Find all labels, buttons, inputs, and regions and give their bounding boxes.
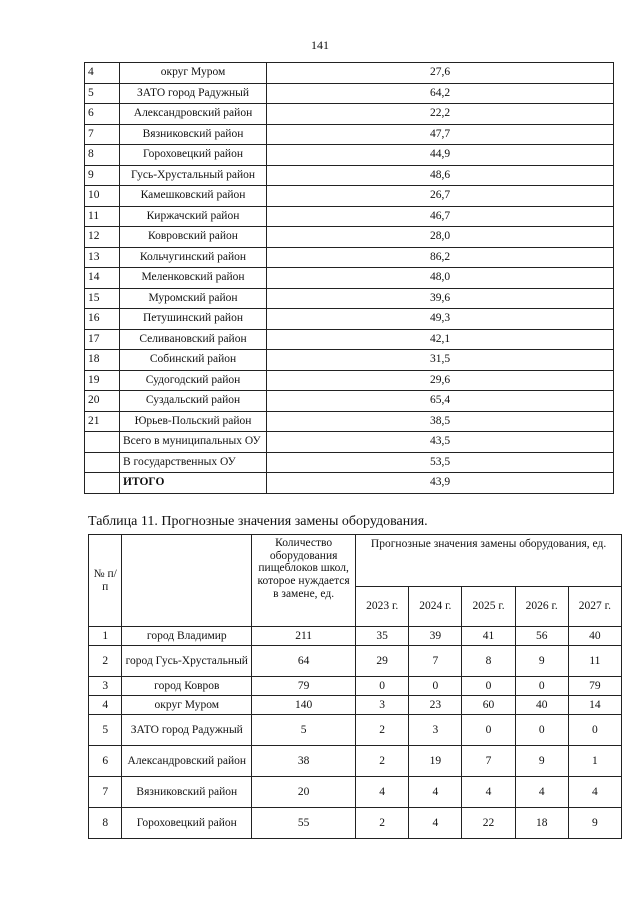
row-value: 48,6: [267, 165, 614, 186]
table-row: [85, 206, 614, 227]
table-header-row: [89, 535, 622, 587]
row-name: Вязниковский район: [122, 777, 252, 808]
row-year-value: 18: [515, 808, 568, 839]
row-year-value: 0: [568, 715, 621, 746]
row-value: 48,0: [267, 268, 614, 289]
row-value: 65,4: [267, 391, 614, 412]
row-value: 28,0: [267, 227, 614, 248]
header-year: 2024 г.: [409, 587, 462, 627]
row-year-value: 4: [462, 777, 515, 808]
table-row: [85, 124, 614, 145]
table-row: [85, 411, 614, 432]
summary-name: Всего в муниципальных ОУ: [120, 432, 267, 453]
row-number: 4: [89, 696, 122, 715]
row-name: Александровский район: [120, 104, 267, 125]
row-year-value: 2: [356, 808, 409, 839]
row-number: 9: [85, 165, 120, 186]
row-value: 29,6: [267, 370, 614, 391]
row-number: 6: [85, 104, 120, 125]
table-row: [85, 309, 614, 330]
row-name: Гороховецкий район: [120, 145, 267, 166]
row-quantity: 55: [252, 808, 356, 839]
header-year: 2027 г.: [568, 587, 621, 627]
row-value: 42,1: [267, 329, 614, 350]
row-year-value: 0: [462, 677, 515, 696]
row-value: 64,2: [267, 83, 614, 104]
row-name: Петушинский район: [120, 309, 267, 330]
header-year: 2026 г.: [515, 587, 568, 627]
row-name: город Гусь-Хрустальный: [122, 646, 252, 677]
row-name: Кольчугинский район: [120, 247, 267, 268]
row-name: ЗАТО город Радужный: [122, 715, 252, 746]
row-number: 10: [85, 186, 120, 207]
row-number: 5: [85, 83, 120, 104]
row-year-value: 39: [409, 627, 462, 646]
row-number: 17: [85, 329, 120, 350]
row-year-value: 14: [568, 696, 621, 715]
row-year-value: 4: [515, 777, 568, 808]
row-number: 7: [85, 124, 120, 145]
row-year-value: 1: [568, 746, 621, 777]
row-quantity: 79: [252, 677, 356, 696]
summary-row: [85, 473, 614, 494]
row-name: Суздальский район: [120, 391, 267, 412]
row-year-value: 19: [409, 746, 462, 777]
row-name: Собинский район: [120, 350, 267, 371]
row-year-value: 4: [568, 777, 621, 808]
table-row: [85, 247, 614, 268]
row-value: 47,7: [267, 124, 614, 145]
row-name: Киржачский район: [120, 206, 267, 227]
row-value: 44,9: [267, 145, 614, 166]
table-row: [85, 329, 614, 350]
row-number: 12: [85, 227, 120, 248]
row-name: ЗАТО город Радужный: [120, 83, 267, 104]
row-name: Судогодский район: [120, 370, 267, 391]
header-number: № п/п: [89, 535, 122, 627]
row-year-value: 4: [409, 777, 462, 808]
header-quantity: Количество оборудования пищеблоков школ, которое нуждается в замене, ед.: [252, 535, 356, 627]
row-name: Селивановский район: [120, 329, 267, 350]
row-number: 1: [89, 627, 122, 646]
table-row: [85, 145, 614, 166]
row-name: Гусь-Хрустальный район: [120, 165, 267, 186]
table-row: [85, 186, 614, 207]
row-name: Вязниковский район: [120, 124, 267, 145]
row-year-value: 2: [356, 746, 409, 777]
row-year-value: 3: [356, 696, 409, 715]
row-year-value: 7: [409, 646, 462, 677]
row-year-value: 35: [356, 627, 409, 646]
table-row: [89, 677, 622, 696]
header-name: [122, 535, 252, 627]
row-year-value: 2: [356, 715, 409, 746]
row-year-value: 0: [409, 677, 462, 696]
row-year-value: 0: [515, 715, 568, 746]
table-row: [85, 391, 614, 412]
row-year-value: 3: [409, 715, 462, 746]
row-number-empty: [85, 432, 120, 453]
table-row: [85, 83, 614, 104]
row-number-empty: [85, 473, 120, 494]
row-name: Юрьев-Польский район: [120, 411, 267, 432]
row-year-value: 9: [568, 808, 621, 839]
row-year-value: 4: [409, 808, 462, 839]
row-value: 38,5: [267, 411, 614, 432]
row-name: Александровский район: [122, 746, 252, 777]
row-value: 22,2: [267, 104, 614, 125]
row-number: 2: [89, 646, 122, 677]
row-number: 8: [89, 808, 122, 839]
row-year-value: 79: [568, 677, 621, 696]
row-quantity: 140: [252, 696, 356, 715]
row-year-value: 29: [356, 646, 409, 677]
row-number: 4: [85, 63, 120, 84]
row-year-value: 9: [515, 746, 568, 777]
row-year-value: 40: [568, 627, 621, 646]
row-quantity: 5: [252, 715, 356, 746]
table-11-caption: Таблица 11. Прогнозные значения замены оборудования.: [88, 514, 428, 529]
row-number: 21: [85, 411, 120, 432]
row-year-value: 23: [409, 696, 462, 715]
row-quantity: 38: [252, 746, 356, 777]
row-number: 11: [85, 206, 120, 227]
table-row: [85, 288, 614, 309]
summary-row: [85, 432, 614, 453]
table-row: [89, 627, 622, 646]
table-municipal-values: [84, 62, 614, 494]
table-equipment-replacement-forecast: [88, 534, 622, 839]
table-row: [89, 696, 622, 715]
table-row: [85, 350, 614, 371]
row-name: Ковровский район: [120, 227, 267, 248]
row-year-value: 11: [568, 646, 621, 677]
row-number: 7: [89, 777, 122, 808]
row-quantity: 211: [252, 627, 356, 646]
summary-value: 43,5: [267, 432, 614, 453]
summary-value: 53,5: [267, 452, 614, 473]
row-number: 13: [85, 247, 120, 268]
row-number: 18: [85, 350, 120, 371]
table-row: [85, 63, 614, 84]
table-row: [89, 646, 622, 677]
row-number: 8: [85, 145, 120, 166]
row-number: 14: [85, 268, 120, 289]
summary-name: В государственных ОУ: [120, 452, 267, 473]
row-year-value: 40: [515, 696, 568, 715]
row-name: город Владимир: [122, 627, 252, 646]
summary-name: ИТОГО: [120, 473, 267, 494]
row-number: 6: [89, 746, 122, 777]
row-number: 3: [89, 677, 122, 696]
row-number: 19: [85, 370, 120, 391]
row-year-value: 8: [462, 646, 515, 677]
row-name: округ Муром: [122, 696, 252, 715]
row-number: 5: [89, 715, 122, 746]
row-name: Камешковский район: [120, 186, 267, 207]
row-value: 39,6: [267, 288, 614, 309]
row-number: 20: [85, 391, 120, 412]
row-quantity: 64: [252, 646, 356, 677]
row-name: Меленковский район: [120, 268, 267, 289]
table-row: [85, 227, 614, 248]
row-year-value: 7: [462, 746, 515, 777]
row-value: 46,7: [267, 206, 614, 227]
table-row: [89, 715, 622, 746]
row-number: 15: [85, 288, 120, 309]
row-value: 31,5: [267, 350, 614, 371]
summary-value: 43,9: [267, 473, 614, 494]
row-year-value: 4: [356, 777, 409, 808]
row-year-value: 60: [462, 696, 515, 715]
row-year-value: 56: [515, 627, 568, 646]
row-name: Гороховецкий район: [122, 808, 252, 839]
row-year-value: 0: [462, 715, 515, 746]
table-row: [89, 808, 622, 839]
row-number-empty: [85, 452, 120, 473]
row-year-value: 0: [356, 677, 409, 696]
page-number: 141: [311, 38, 329, 52]
header-forecast: Прогнозные значения замены оборудования, ед.: [356, 535, 622, 587]
header-year: 2023 г.: [356, 587, 409, 627]
row-name: город Ковров: [122, 677, 252, 696]
row-value: 49,3: [267, 309, 614, 330]
header-year: 2025 г.: [462, 587, 515, 627]
row-quantity: 20: [252, 777, 356, 808]
row-value: 26,7: [267, 186, 614, 207]
summary-row: [85, 452, 614, 473]
table-row: [89, 746, 622, 777]
table-row: [85, 104, 614, 125]
table-row: [89, 777, 622, 808]
table-row: [85, 268, 614, 289]
row-value: 86,2: [267, 247, 614, 268]
row-year-value: 0: [515, 677, 568, 696]
row-name: округ Муром: [120, 63, 267, 84]
row-name: Муромский район: [120, 288, 267, 309]
row-number: 16: [85, 309, 120, 330]
row-year-value: 41: [462, 627, 515, 646]
row-year-value: 22: [462, 808, 515, 839]
row-year-value: 9: [515, 646, 568, 677]
row-value: 27,6: [267, 63, 614, 84]
table-row: [85, 165, 614, 186]
table-row: [85, 370, 614, 391]
